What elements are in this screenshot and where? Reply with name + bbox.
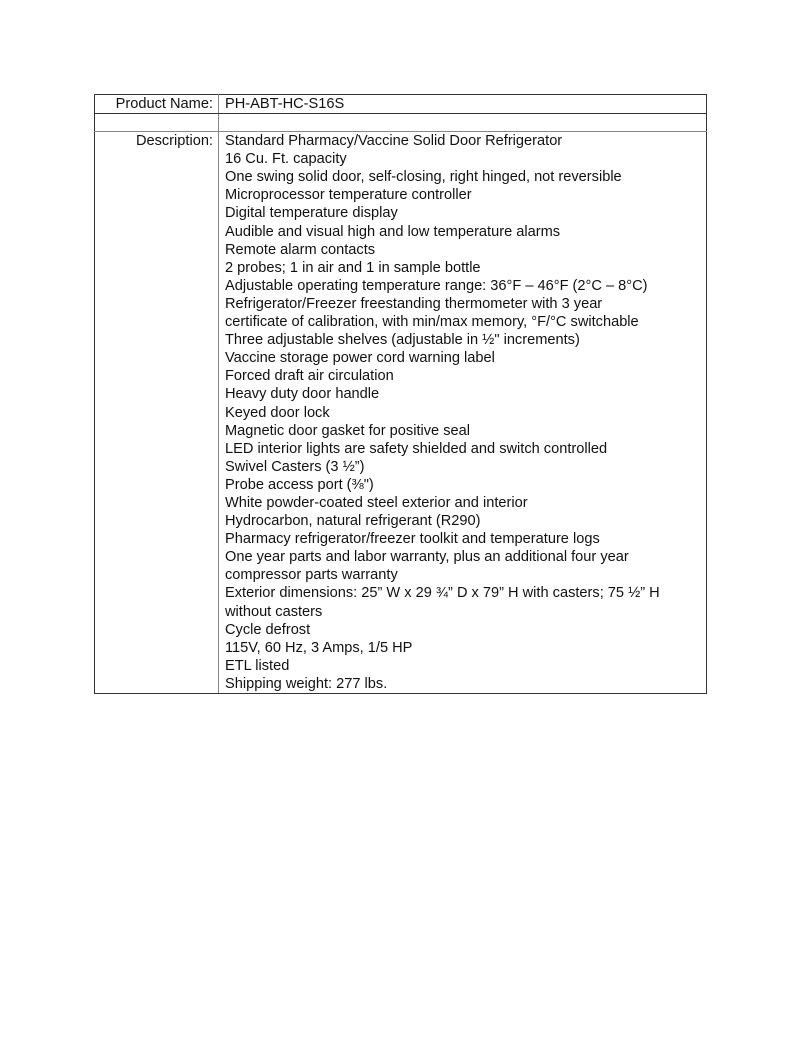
description-line: certificate of calibration, with min/max memory, °F/°C switchable [225, 314, 639, 331]
description-line: Forced draft air circulation [225, 368, 394, 385]
description-line: Cycle defrost [225, 621, 311, 638]
description-line: Exterior dimensions: 25” W x 29 ¾” D x 79” H with casters; 75 ½” H [225, 585, 660, 602]
description-line: Heavy duty door handle [225, 386, 380, 403]
blank-cell-label [95, 114, 219, 132]
description-line: Microprocessor temperature controller [225, 187, 472, 204]
blank-row [95, 114, 707, 132]
description-row [95, 132, 707, 694]
description-line: White powder-coated steel exterior and interior [225, 494, 528, 511]
product-spec-table [94, 94, 707, 694]
description-line: One year parts and labor warranty, plus an additional four year [225, 549, 629, 566]
description-line: Three adjustable shelves (adjustable in ½" increments) [225, 332, 580, 349]
description-line: Vaccine storage power cord warning label [225, 350, 495, 367]
description-line: Refrigerator/Freezer freestanding thermometer with 3 year [225, 295, 603, 312]
description-label: Description: [95, 132, 219, 694]
product-name-row [95, 95, 707, 114]
description-line: Hydrocarbon, natural refrigerant (R290) [225, 513, 481, 530]
description-line: Pharmacy refrigerator/freezer toolkit and temperature logs [225, 531, 600, 548]
description-line: Swivel Casters (3 ½”) [225, 458, 365, 475]
description-line: compressor parts warranty [225, 567, 398, 584]
description-line: Probe access port (⅜") [225, 476, 374, 493]
description-line: 2 probes; 1 in air and 1 in sample bottle [225, 259, 481, 276]
product-name-value: PH-ABT-HC-S16S [219, 95, 707, 114]
description-line: Adjustable operating temperature range: 36°F – 46°F (2°C – 8°C) [225, 277, 648, 294]
description-value [219, 132, 707, 694]
description-line: ETL listed [225, 657, 290, 674]
product-name-label: Product Name: [95, 95, 219, 114]
description-line: Digital temperature display [225, 205, 398, 222]
description-line: 115V, 60 Hz, 3 Amps, 1/5 HP [225, 639, 413, 656]
description-line: Keyed door lock [225, 404, 330, 421]
description-line: Magnetic door gasket for positive seal [225, 422, 470, 439]
description-line: 16 Cu. Ft. capacity [225, 151, 347, 168]
description-line: Standard Pharmacy/Vaccine Solid Door Refrigerator [225, 133, 563, 150]
description-line: LED interior lights are safety shielded and switch controlled [225, 440, 608, 457]
description-line: without casters [225, 603, 323, 620]
description-line: Shipping weight: 277 lbs. [225, 675, 388, 692]
description-line: Audible and visual high and low temperature alarms [225, 223, 561, 240]
description-line: One swing solid door, self-closing, right hinged, not reversible [225, 169, 622, 186]
description-line: Remote alarm contacts [225, 241, 376, 258]
blank-cell-value [219, 114, 707, 132]
